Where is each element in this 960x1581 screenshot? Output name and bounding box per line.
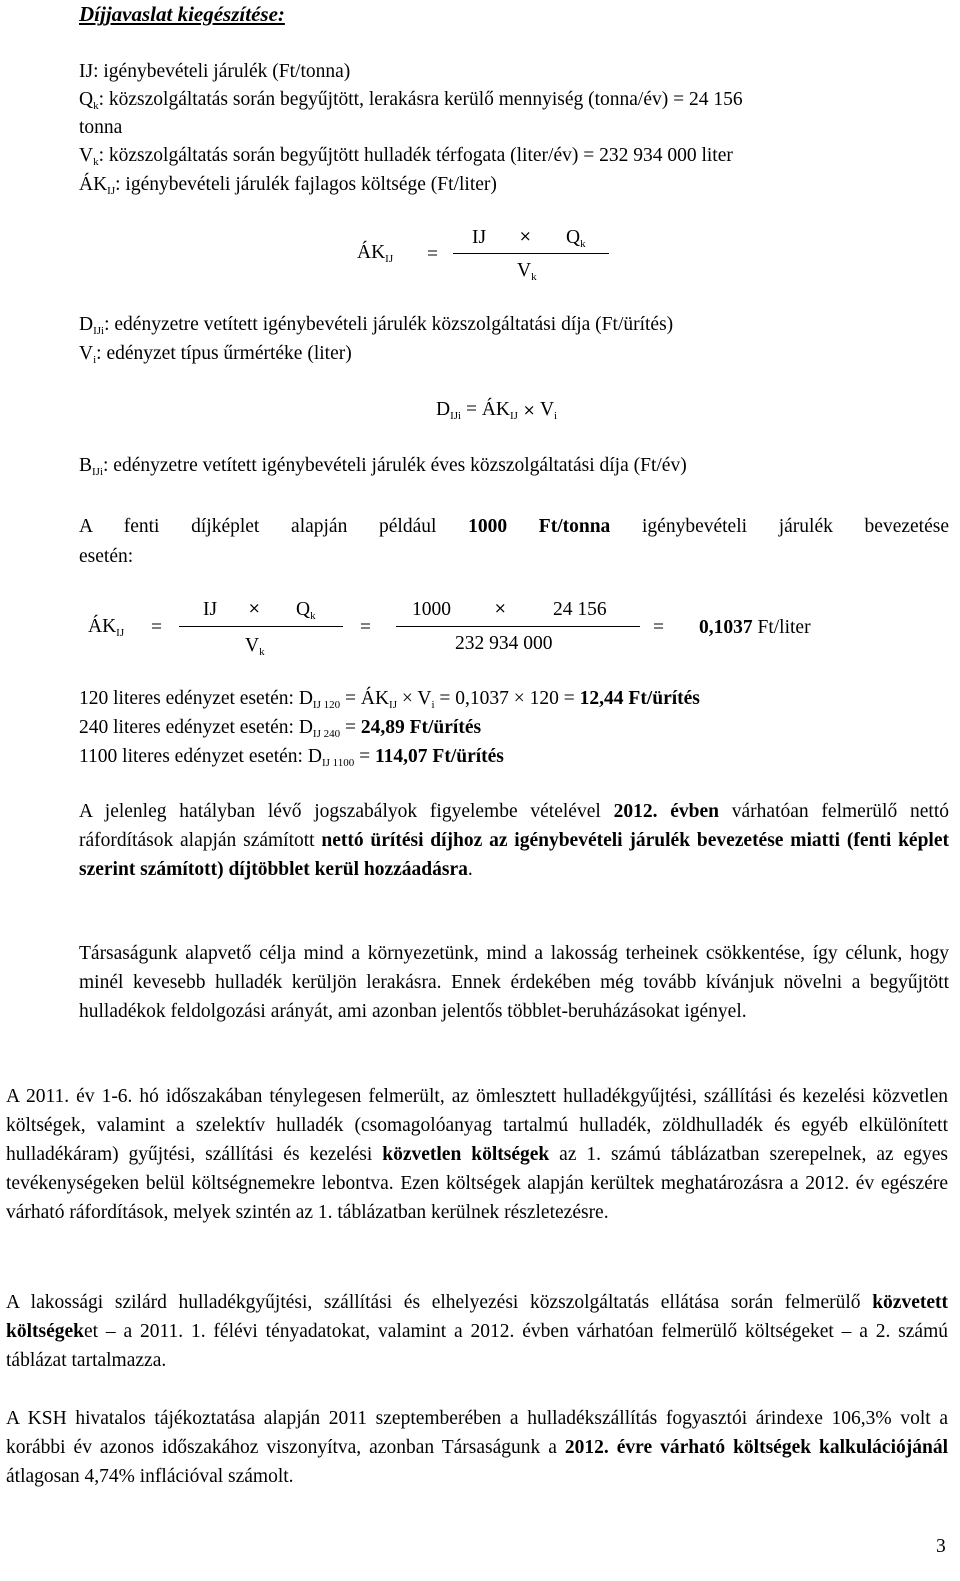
def-vi: $V_i$: edényzet típus űrmértéke (liter): [79, 343, 352, 366]
calc-1100: 1100 literes edényzet esetén: $D_{IJ 1100} = 114,07$ Ft/ürítés: [79, 746, 504, 769]
calc-240: 240 literes edényzet esetén: $D_{IJ 240} = 24,89$ Ft/ürítés: [79, 717, 482, 740]
example-intro-cont: esetén:: [79, 546, 134, 567]
formula-d: $D_{IJi}$ = $ÁK_{IJ} \times V_i$: [436, 399, 558, 422]
def-qk-cont: tonna: [79, 117, 123, 138]
def-qk: $Q_k$: közszolgáltatás során begyűjtött, lerakásra kerülő mennyiség (tonna/év) = 24 156: [79, 89, 743, 112]
paragraph-cel: Társaságunk alapvető célja mind a környezetünk, mind a lakosság terheinek csökkentése, így célunk, hogy minél kevesebb hulladék kerüljön lerakásra. Ennek érdekében még tovább kívánjuk növelni a begyűjtött hulladékok feldolgozási arányát, ami azonban jelentős többlet-beruházásokat igényel.: [79, 943, 949, 1022]
paragraph-netto: A jelenleg hatályban lévő jogszabályok figyelembe vételével 2012. évben várhatóan felmerülő nettó ráfordítások alapján számított nettó ürítési díjhoz az igénybevételi járulék bevezetése miatti (fenti képlet szerint számított) díjtöbblet kerül hozzáadásra.: [79, 801, 950, 880]
def-b: $B_{IJi}$: edényzetre vetített igénybevételi járulék éves közszolgáltatási díja (Ft/év): [79, 455, 687, 478]
def-d: $D_{IJi}$: edényzetre vetített igénybevételi járulék közszolgáltatási díja (Ft/ürítés): [79, 314, 674, 337]
paragraph-ksh: A KSH hivatalos tájékoztatása alapján 2011 szeptemberében a hulladékszállítás fogyasztói árindexe 106,3% volt a korábbi év azonos időszakához viszonyítva, azonban Társaságunk a 2012. évre várható költségek kalkulációjánál átlagosan 4,74% inflációval számolt.: [6, 1408, 948, 1487]
example-intro: A fenti díjképlet alapján például 1000 Ft/tonna igénybevételi járulék bevezetése: [79, 516, 949, 537]
def-vk: $V_k$: közszolgáltatás során begyűjtött hulladék térfogata (liter/év) = 232 934 000 liter: [79, 145, 733, 168]
page-title: Díjjavaslat kiegészítése:: [79, 2, 285, 26]
def-ij: IJ: igénybevételi járulék (Ft/tonna): [79, 61, 351, 82]
paragraph-kozvetett: A lakossági szilárd hulladékgyűjtési, szállítási és elhelyezési közszolgáltatás ellátása során felmerülő közvetett költségeket – a 2011. 1. félévi tényadatokat, valamint a 2012. évben várhatóan felmerülő költségeket – a 2. számú táblázat tartalmazza.: [6, 1292, 948, 1371]
calc-120: 120 literes edényzet esetén: $D_{IJ 120}$ = $ÁK_{IJ} \times V_i = 0,1037 \times 120 = 12,44$ Ft/ürítés: [79, 688, 700, 711]
page-number: 3: [936, 1536, 946, 1557]
paragraph-kozvetlen: A 2011. év 1-6. hó időszakában ténylegesen felmerült, az ömlesztett hulladékgyűjtési, szállítási és kezelési közvetlen költségek, valamint a szelektív hulladék (csomagolóanyag tartalmú hulladék, zöldhulladék és egyéb elkülönített hulladékáram) gyűjtési, szállítási és kezelési közvetlen költségek az 1. számú táblázatban szerepelnek, az egyes tevékenységeken belül költségnemekre lebontva. Ezen költségek alapján kerültek meghatározásra a 2012. év egészére várható ráfordítások, melyek szintén az 1. táblázatban kerülnek részletezésre.: [6, 1086, 948, 1223]
def-ak: $ÁK_{IJ}$: igénybevételi járulék fajlagos költsége (Ft/liter): [79, 174, 497, 197]
